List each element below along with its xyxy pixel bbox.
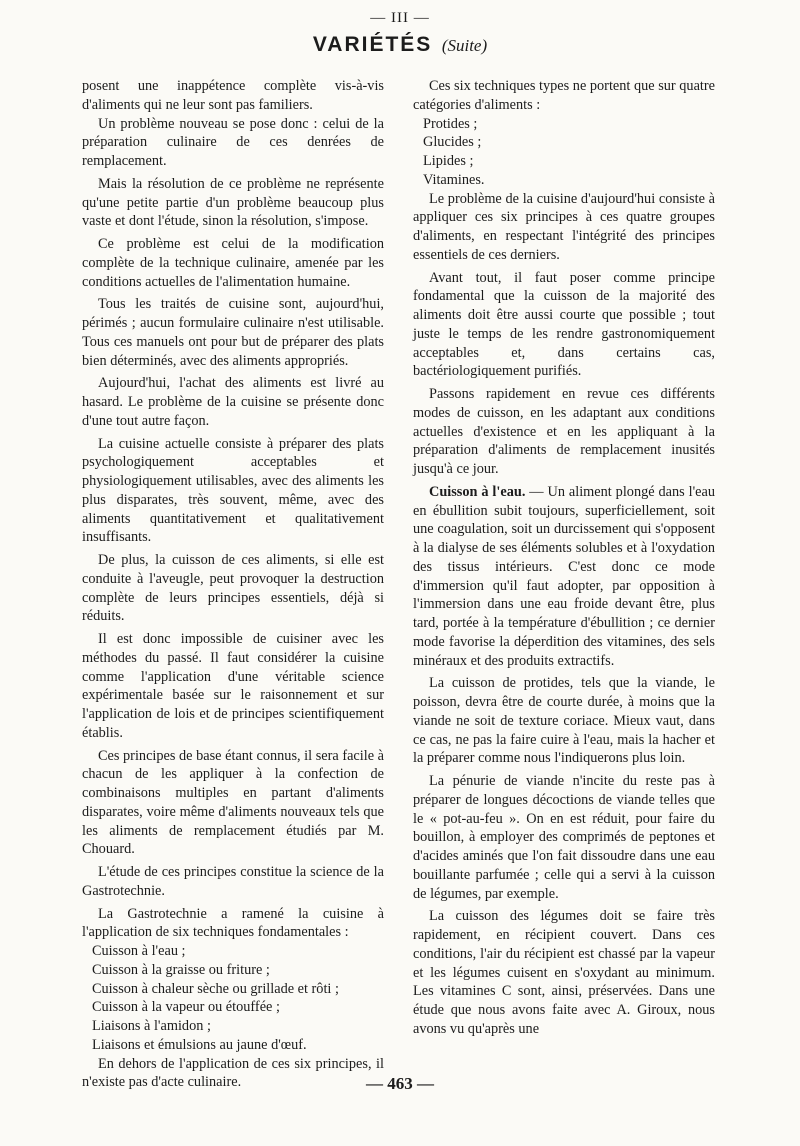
right-column bbox=[413, 77, 715, 1039]
paragraph: La Gastrotechnie a ramené la cuisine à l'application de six techniques fondamentales : bbox=[82, 905, 384, 941]
paragraph: Avant tout, il faut poser comme principe fondamental que la cuisson de la majorité des aliments doit être aussi courte que possible ; tout juste le temps de les rendre gastronomiquement acceptables et, dans certains cas, bactériologiquement purifiés. bbox=[413, 269, 715, 380]
page-number: — 463 — bbox=[366, 1074, 434, 1093]
paragraph: Il est donc impossible de cuisiner avec les méthodes du passé. Il faut considérer la cuisine comme l'application d'une véritable science expérimentale basée sur le raisonnement et sur l'application de lois et de principes scientifiquement établis. bbox=[82, 631, 384, 741]
paragraph: De plus, la cuisson de ces aliments, si elle est conduite à l'aveugle, peut provoquer la destruction complète de leurs principes essentiels, déjà si réduits. bbox=[82, 552, 384, 625]
paragraph: Mais la résolution de ce problème ne représente qu'une petite partie d'un problème beaucoup plus vaste et dont l'étude, sinon la résolution, s'impose. bbox=[82, 175, 384, 230]
paragraph: La pénurie de viande n'incite du reste pas à préparer de longues décoctions de viande telles que le « pot-au-feu ». On en est réduit, pour faire du bouillon, à employer des comprimés de peptones et d'acides aminés que l'on fait dissoudre dans une eau bouillante parfumée ; celle qui a servi à la cuisson de légumes, par exemple. bbox=[413, 773, 715, 902]
list-item: Cuisson à chaleur sèche ou grillade et rôti ; bbox=[92, 980, 339, 997]
left-column bbox=[82, 77, 384, 1092]
section-page-roman: — III — bbox=[370, 10, 430, 26]
paragraph: posent une inappétence complète vis-à-vis d'aliments qui ne leur sont pas familiers. bbox=[82, 78, 384, 113]
paragraph: Le problème de la cuisine d'aujourd'hui consiste à appliquer ces six principes à ces quatre groupes d'aliments, en respectant l'intégrité des principes essentiels de ces derniers. bbox=[413, 190, 715, 263]
paragraph: La cuisson de protides, tels que la viande, le poisson, devra être de courte durée, à moins que la viande ne soit de texture coriace. Mieux vaut, dans ce cas, ne pas la faire cuire à l'eau, mais la hacher et la préparer comme nous l'indiquerons plus loin. bbox=[413, 675, 715, 767]
paragraph: Ce problème est celui de la modification complète de la technique culinaire, amenée par les conditions actuelles de l'alimentation humaine. bbox=[82, 236, 384, 290]
paragraph: Un problème nouveau se pose donc : celui de la préparation culinaire de ces denrées de remplacement. bbox=[82, 115, 384, 169]
list-item: Protides ; bbox=[423, 115, 478, 132]
list-item: Vitamines. bbox=[423, 171, 485, 188]
paragraph: Ces six techniques types ne portent que sur quatre catégories d'aliments : bbox=[413, 78, 715, 113]
list-item: Glucides ; bbox=[423, 134, 482, 151]
section-title-main: VARIÉTÉS bbox=[312, 33, 433, 56]
subheading-cuisson-eau: Cuisson à l'eau. bbox=[429, 483, 526, 500]
paragraph: Passons rapidement en revue ces différents modes de cuisson, en les adaptant aux conditions actuelles d'existence et en les appliquant à la préparation d'aliments de remplacement inusités jusqu'à ce jour. bbox=[413, 386, 715, 477]
paragraph: Aujourd'hui, l'achat des aliments est livré au hasard. Le problème de la cuisine se présente donc d'une tout autre façon. bbox=[82, 375, 384, 429]
list-item: Cuisson à la graisse ou friture ; bbox=[92, 961, 270, 978]
section-title bbox=[0, 30, 800, 60]
list-item: Lipides ; bbox=[423, 153, 474, 169]
section-title-suite: (Suite) bbox=[441, 36, 488, 55]
paragraph: Ces principes de base étant connus, il sera facile à chacun de les appliquer à la confection de combinaisons multiples en partant d'aliments disparates, voire même d'aliments nouveaux tels que les aliments de remplacement étudiés par M. Chouard. bbox=[82, 747, 384, 858]
list-item: Cuisson à l'eau ; bbox=[92, 943, 186, 959]
paragraph: L'étude de ces principes constitue la science de la Gastrotechnie. bbox=[82, 864, 384, 899]
paragraph: La cuisine actuelle consiste à préparer des plats psychologiquement acceptables et physiologiquement utilisables, avec des aliments les plus disparates, très souvent, même, avec des aliments quantitativement et qualitativement insuffisants. bbox=[82, 435, 384, 546]
list-item: Liaisons à l'amidon ; bbox=[92, 1018, 211, 1034]
paragraph: En dehors de l'application de ces six principes, il n'existe pas d'acte culinaire. bbox=[82, 1055, 384, 1091]
list-item: Liaisons et émulsions au jaune d'œuf. bbox=[92, 1036, 307, 1053]
list-item: Cuisson à la vapeur ou étouffée ; bbox=[92, 999, 280, 1016]
paragraph: Tous les traités de cuisine sont, aujourd'hui, périmés ; aucun formulaire culinaire n'est utilisable. Tous ces manuels ont pour but de préparer des plats bien déterminés, avec des aliments appropriés. bbox=[82, 296, 384, 369]
page-header bbox=[0, 8, 800, 60]
paragraph: La cuisson des légumes doit se faire très rapidement, en récipient couvert. Dans ces conditions, l'air du récipient est chassé par la vapeur et les légumes cuisent en s'oxydant au minimum. Les vitamines C sont, ainsi, préservées. Dans une étude que nous avons faite avec A. Giroux, nous avons vu qu'après une bbox=[413, 908, 715, 1037]
paragraph-text: — Un aliment plongé dans l'eau en ébullition subit toujours, superficiellement, soit une coagulation, soit un durcissement qui s'opposent à la dialyse de ses éléments solubles et à l'oxydation des tissus intérieurs. C'est donc ce mode d'immersion qu'il faut adopter, par opposition à l'immersion dans une eau froide devant être, plus tard, portée à la température d'ébullition ; ce dernier mode favorise la déperdition des vitamines, des sels minéraux et des produits extractifs. bbox=[413, 483, 715, 669]
paragraph bbox=[413, 483, 715, 671]
